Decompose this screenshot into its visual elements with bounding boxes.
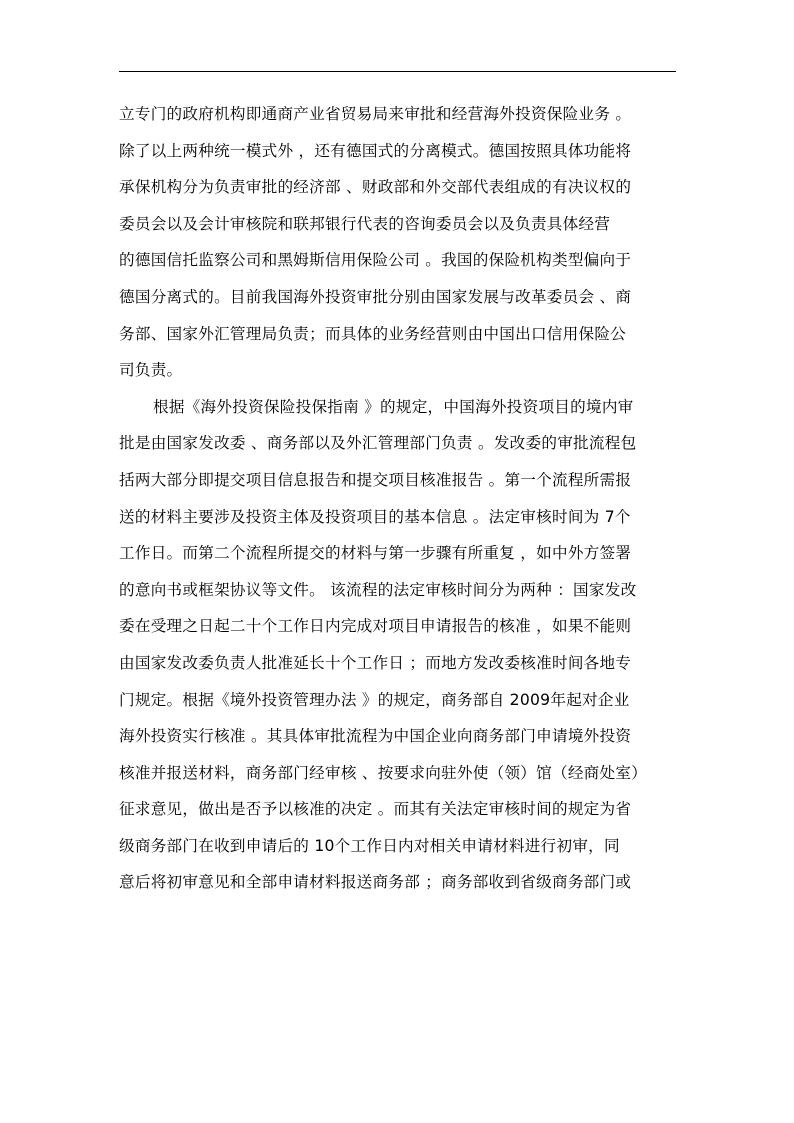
text-line: 委在受理之日起二十个工作日内完成对项目申请报告的核准 ，如果不能则: [119, 617, 632, 636]
text-line: 承保机构分为负责审批的经济部 、财政部和外交部代表组成的有决议权的: [119, 178, 632, 197]
text-line: 意后将初审意见和全部申请材料报送商务部 ；商务部收到省级商务部门或: [119, 873, 632, 892]
text-line: 征求意见，做出是否予以核准的决定 。而其有关法定审核时间的规定为省: [119, 800, 632, 819]
text-line: 的意向书或框架协议等文件。 该流程的法定审核时间分为两种 ：国家发改: [119, 580, 637, 599]
paragraph-start-line: 根据《海外投资保险投保指南 》的规定，中国海外投资项目的境内审: [153, 397, 634, 416]
text-line: 务部、国家外汇管理局负责；而具体的业务经营则由中国出口信用保险公: [119, 324, 627, 343]
text-line: 工作日。而第二个流程所提交的材料与第一步骤有所重复 ，如中外方签署: [119, 544, 632, 563]
text-line: 级商务部门在收到申请后的 10个工作日内对相关申请材料进行初审，同: [119, 836, 620, 855]
header-rule: [119, 71, 676, 72]
text-line: 司负责。: [119, 361, 183, 380]
text-line: 门规定。根据《境外投资管理办法 》的规定，商务部自 2009年起对企业: [119, 690, 630, 709]
text-line: 由国家发改委负责人批准延长十个工作日 ；而地方发改委核准时间各地专: [119, 653, 632, 672]
body-text: [119, 96, 676, 901]
text-line: 海外投资实行核准 。其具体审批流程为中国企业向商务部门申请境外投资: [119, 727, 632, 746]
text-line: 除了以上两种统一模式外 ，还有德国式的分离模式。德国按照具体功能将: [119, 141, 632, 160]
text-line: 的德国信托监察公司和黑姆斯信用保险公司 。我国的保险机构类型偏向于: [119, 251, 632, 270]
text-line: 批是由国家发改委 、商务部以及外汇管理部门负责 。发改委的审批流程包: [119, 434, 637, 453]
text-line: 委员会以及会计审核院和联邦银行代表的咨询委员会以及负责具体经营: [119, 214, 611, 233]
text-line: 核准并报送材料，商务部门经审核 、按要求向驻外使（领）馆（经商处室）: [119, 763, 648, 782]
text-line: 德国分离式的。目前我国海外投资审批分别由国家发展与改革委员会 、商: [119, 287, 632, 306]
text-line: 立专门的政府机构即通商产业省贸易局来审批和经营海外投资保险业务 。: [119, 105, 632, 123]
text-line: 送的材料主要涉及投资主体及投资项目的基本信息 。法定审核时间为 7个: [119, 507, 631, 526]
text-line: 括两大部分即提交项目信息报告和提交项目核准报告 。第一个流程所需报: [119, 470, 632, 489]
